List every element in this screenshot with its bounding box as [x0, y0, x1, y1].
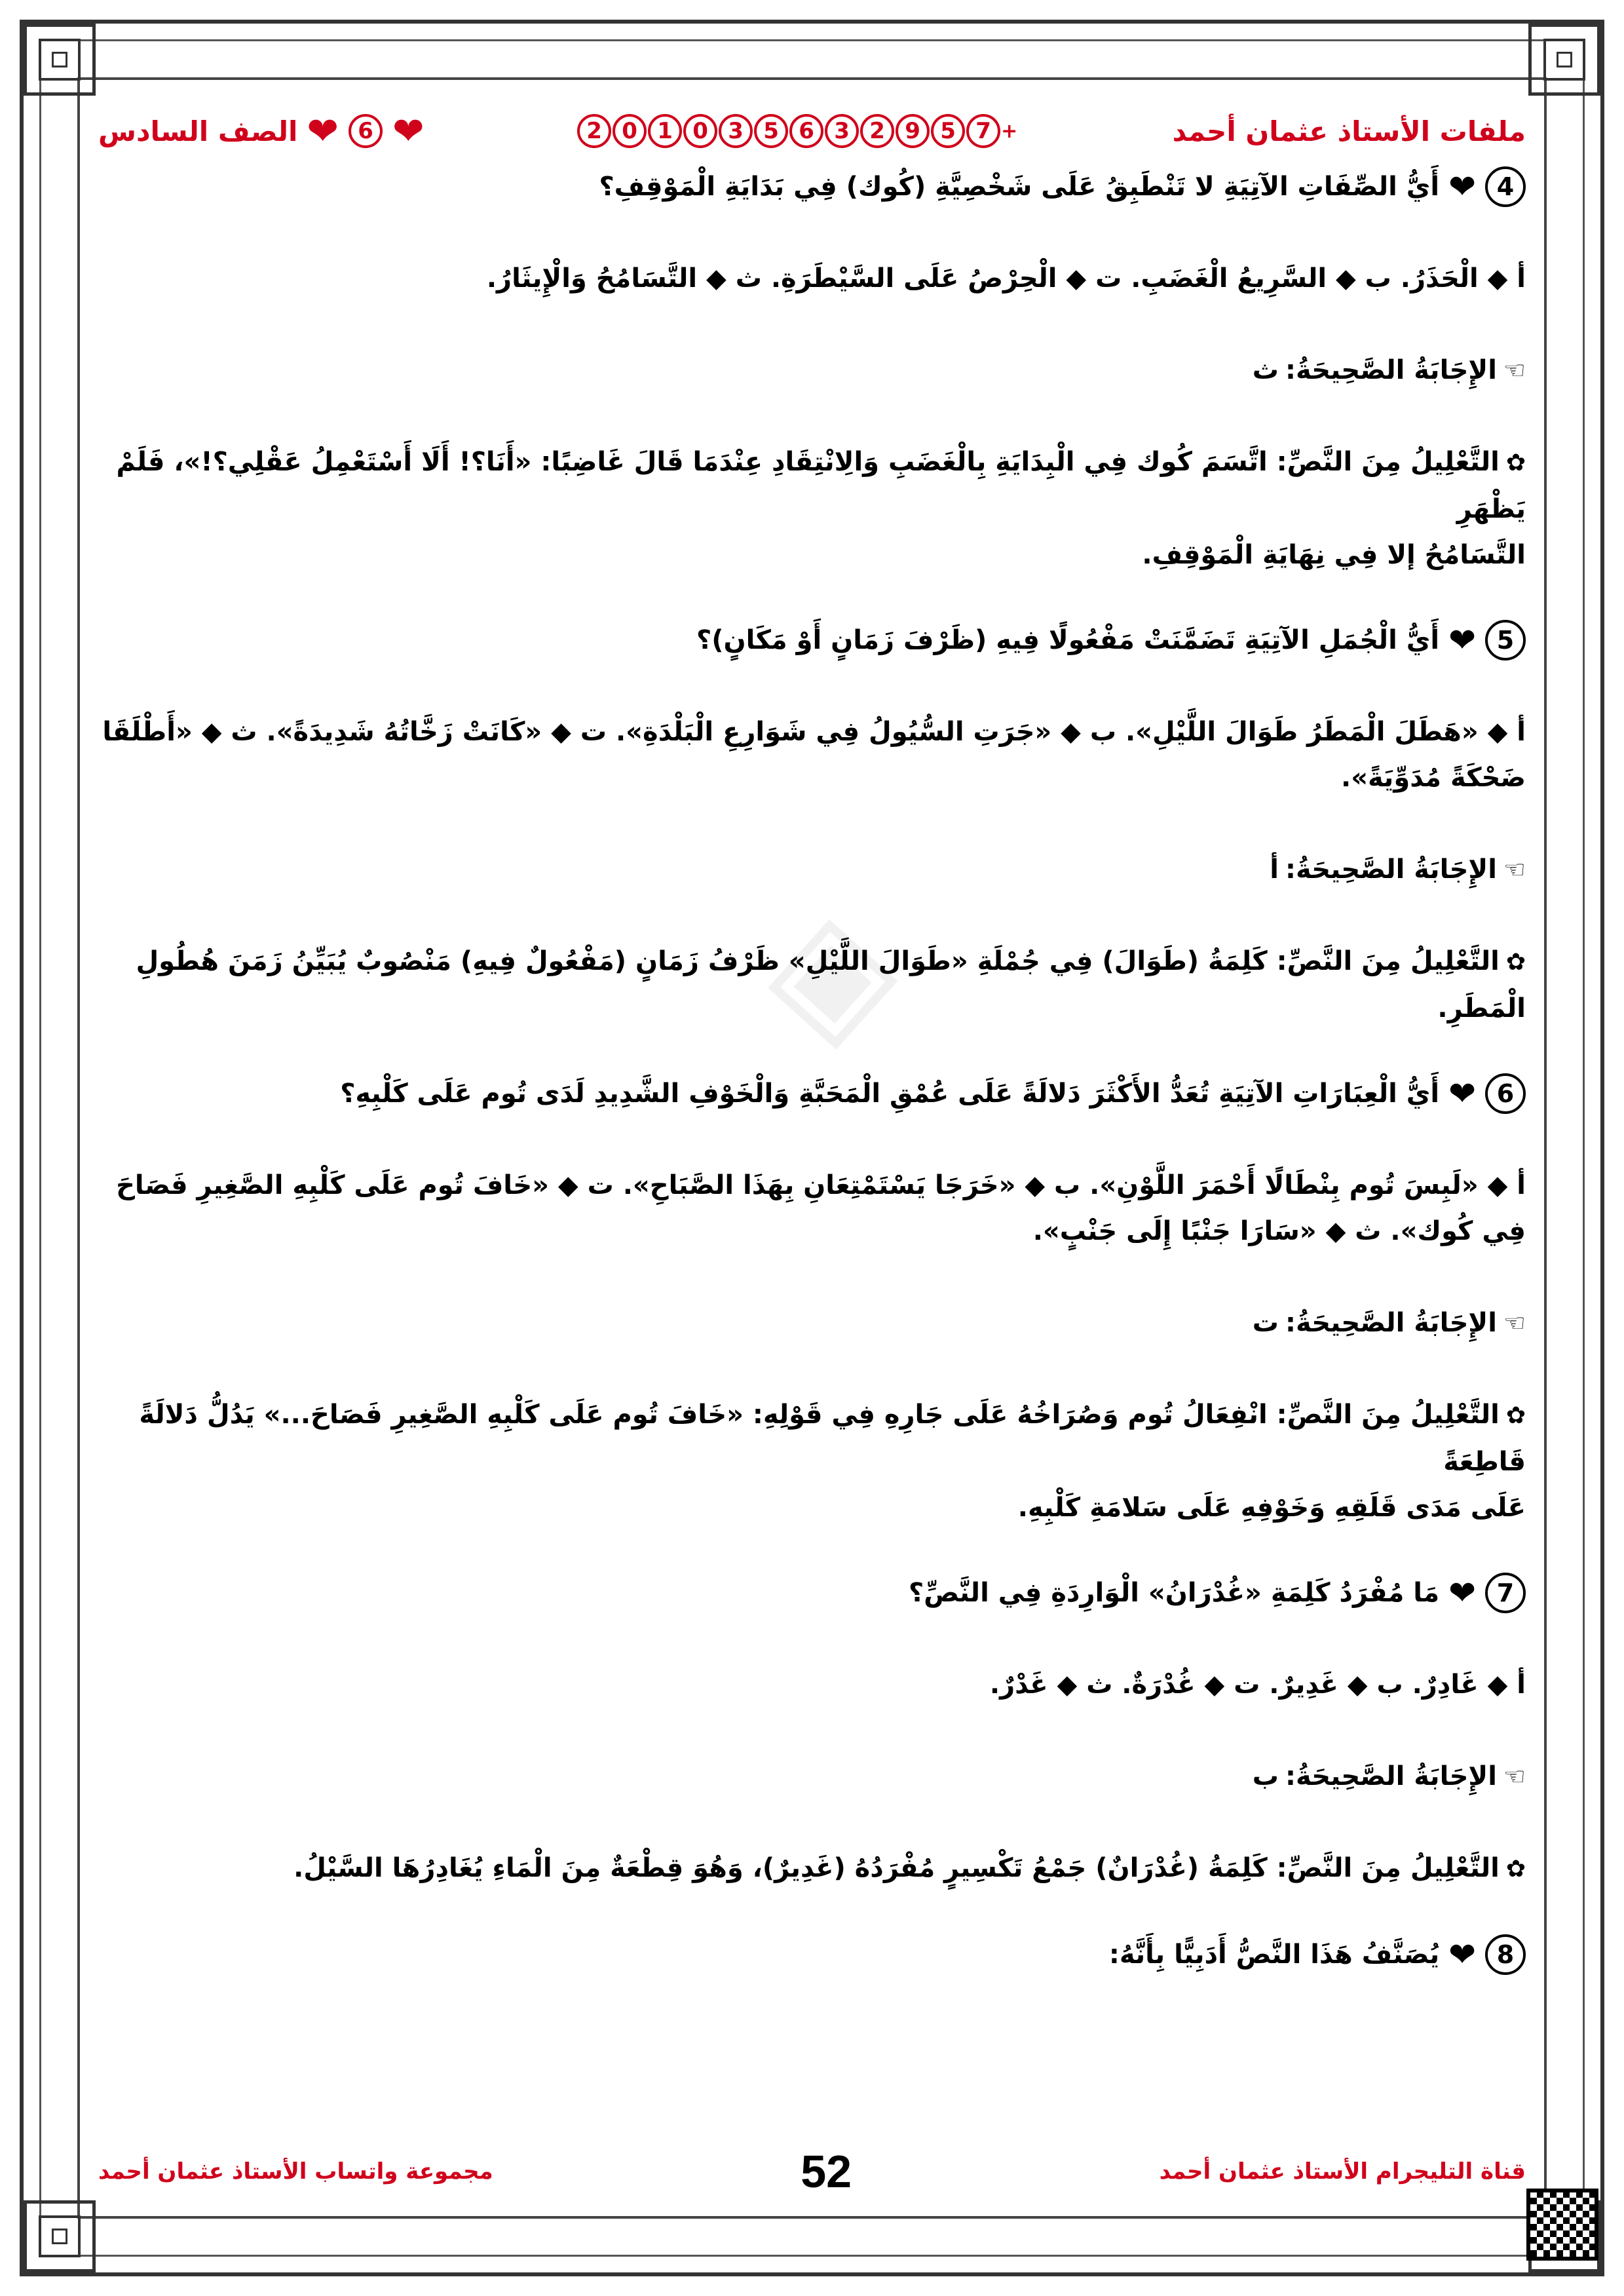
answer-value: ت — [1252, 1308, 1279, 1338]
corner-ornament-top-right — [1528, 24, 1600, 96]
phone-digit: 9 — [896, 114, 930, 148]
heart-icon: ❤ — [1448, 621, 1476, 659]
grade-label: الصف السادس — [98, 115, 298, 147]
question-number: 6 — [1485, 1073, 1526, 1114]
question-4 — [98, 164, 1526, 210]
telegram-channel-label: قناة التليجرام الأستاذ عثمان أحمد — [1159, 2158, 1526, 2185]
page-number: 52 — [801, 2146, 852, 2197]
phone-digit: 2 — [860, 114, 894, 148]
question-6 — [98, 1071, 1526, 1117]
phone-digit: 2 — [577, 114, 611, 148]
answer-line — [98, 1300, 1526, 1346]
phone-plus: + — [1001, 119, 1018, 143]
answer-line — [98, 847, 1526, 892]
options-line: أ ◆ غَادِرٌ. ب ◆ غَدِيرٌ. ت ◆ غُدْرَةٌ. ث ◆ غَدْرٌ. — [989, 1670, 1526, 1700]
explanation — [98, 439, 1526, 532]
explanation — [98, 938, 1526, 1031]
corner-ornament-bottom-left — [24, 2200, 96, 2272]
heart-icon: ❤ — [1448, 1574, 1476, 1612]
phone-digit: 3 — [825, 114, 859, 148]
explanation-continued: عَلَى مَدَى قَلَقِهِ وَخَوْفِهِ عَلَى سَلامَةِ كَلْبِهِ. — [1017, 1493, 1526, 1523]
heart-icon: ❤ — [1448, 1075, 1476, 1113]
explanation-text: التَّعْلِيلُ مِنَ النَّصِّ: اتَّسَمَ كُوك فِي الْبِدَايَةِ بِالْغَضَبِ وَالِانْتِقَادِ عِنْدَمَا قَالَ غَاضِبًا: «أَنَا؟! أَلَا أَسْتَعْمِلُ عَقْلِي؟!»، فَلَمْ يَظْهَرِ — [116, 447, 1526, 524]
answer-value: ب — [1252, 1761, 1279, 1791]
question-text: أَيُّ الْجُمَلِ الآتِيَةِ تَضَمَّنَتْ مَفْعُولًا فِيهِ (ظَرْفَ زَمَانٍ أَوْ مَكَانٍ)؟ — [696, 625, 1440, 655]
answer-label: الإِجَابَةُ الصَّحِيحَةُ: — [1285, 854, 1497, 885]
answer-label: الإِجَابَةُ الصَّحِيحَةُ: — [1285, 1761, 1497, 1791]
question-text: أَيُّ الْعِبَارَاتِ الآتِيَةِ تُعَدُّ الأَكْثَرَ دَلالَةً عَلَى عُمْقِ الْمَحَبَّةِ وَالْخَوْفِ الشَّدِيدِ لَدَى تُوم عَلَى كَلْبِهِ؟ — [340, 1079, 1440, 1109]
answer-value: أ — [1270, 854, 1279, 885]
phone-digit: 5 — [754, 114, 788, 148]
grade-label-group — [98, 109, 425, 153]
whatsapp-group-label: مجموعة واتساب الأستاذ عثمان أحمد — [98, 2158, 493, 2185]
options-line: أ ◆ الْحَذَرُ. ب ◆ السَّرِيعُ الْغَضَبِ. ت ◆ الْحِرْصُ عَلَى السَّيْطَرَةِ. ث ◆ التَّسَامُحُ وَالْإِيثَارُ. — [486, 263, 1526, 294]
flower-icon: ✿ — [1505, 450, 1526, 476]
question-number: 4 — [1485, 166, 1526, 207]
phone-digit: 6 — [789, 114, 823, 148]
flower-icon: ✿ — [1505, 1856, 1526, 1883]
question-number: 5 — [1485, 620, 1526, 660]
explanation — [98, 1845, 1526, 1892]
phone-digit: 0 — [683, 114, 717, 148]
heart-icon: ❤ — [1448, 1936, 1476, 1974]
options-line-continued: ضَحْكَةً مُدَوِّيَةً». — [1341, 763, 1526, 793]
pointing-hand-icon: ☜ — [1503, 356, 1526, 385]
answer-line — [98, 1753, 1526, 1799]
flower-icon: ✿ — [1505, 949, 1526, 976]
question-8 — [98, 1932, 1526, 1978]
phone-number — [576, 114, 1020, 148]
answer-label: الإِجَابَةُ الصَّحِيحَةُ: — [1285, 1308, 1497, 1338]
options-line-continued: فِي كُوك». ث ◆ «سَارَا جَنْبًا إِلَى جَنْبٍ». — [1032, 1216, 1526, 1246]
phone-digit: 0 — [613, 114, 647, 148]
question-number: 8 — [1485, 1934, 1526, 1975]
phone-digit: 3 — [719, 114, 753, 148]
answer-line — [98, 347, 1526, 393]
explanation-text: التَّعْلِيلُ مِنَ النَّصِّ: كَلِمَةُ (غُدْرَانٌ) جَمْعُ تَكْسِيرٍ مُفْرَدُهُ (غَدِيرٌ)، وَهُوَ قِطْعَةٌ مِنَ الْمَاءِ يُغَادِرُهَا السَّيْلُ. — [293, 1853, 1500, 1883]
corner-ornament-top-left — [24, 24, 96, 96]
grade-number: 6 — [349, 114, 383, 148]
watermark-logo: ◈ — [761, 866, 903, 1073]
phone-digit: 1 — [648, 114, 682, 148]
question-5 — [98, 617, 1526, 663]
qr-code-icon — [1526, 2189, 1598, 2261]
phone-digit: 7 — [966, 114, 1000, 148]
question-text: يُصَنَّفُ هَذَا النَّصُّ أَدَبِيًّا بِأَنَّهُ: — [1108, 1940, 1440, 1970]
question-text: أَيُّ الصِّفَاتِ الآتِيَةِ لا تَنْطَبِقُ عَلَى شَخْصِيَّةِ (كُوك) فِي بَدَايَةِ الْمَوْقِفِ؟ — [599, 172, 1440, 202]
phone-digit: 5 — [931, 114, 965, 148]
question-7 — [98, 1570, 1526, 1616]
question-number: 7 — [1485, 1573, 1526, 1613]
flower-icon: ✿ — [1505, 1402, 1526, 1429]
pointing-hand-icon: ☜ — [1503, 1309, 1526, 1337]
page-footer — [98, 2145, 1526, 2198]
pointing-hand-icon: ☜ — [1503, 1762, 1526, 1791]
header-title: ملفات الأستاذ عثمان أحمد — [1172, 115, 1526, 147]
explanation-continued: التَّسَامُحُ إلا فِي نِهَايَةِ الْمَوْقِفِ. — [1142, 540, 1526, 570]
page-header — [98, 98, 1526, 164]
options-line: أ ◆ «لَبِسَ تُوم بِنْطَالًا أَحْمَرَ اللَّوْنِ». ب ◆ «خَرَجَا يَسْتَمْتِعَانِ بِهَذَا الصَّبَاحِ». ت ◆ «خَافَ تُوم عَلَى كَلْبِهِ الصَّغِيرِ فَصَاحَ — [116, 1170, 1526, 1200]
answer-value: ث — [1252, 355, 1279, 385]
questions-content — [98, 164, 1526, 1978]
explanation-text: التَّعْلِيلُ مِنَ النَّصِّ: انْفِعَالُ تُوم وَصُرَاخُهُ عَلَى جَارِهِ فِي قَوْلِهِ: «خَافَ تُوم عَلَى كَلْبِهِ الصَّغِيرِ فَصَاحَ...» يَدُلُّ دَلالَةً قَاطِعَةً — [139, 1400, 1526, 1477]
explanation — [98, 1392, 1526, 1485]
pointing-hand-icon: ☜ — [1503, 855, 1526, 884]
heart-icon: ❤ — [1448, 168, 1476, 206]
options-line: أ ◆ «هَطَلَ الْمَطَرُ طَوَالَ اللَّيْلِ». ب ◆ «جَرَتِ السُّيُولُ فِي شَوَارِعِ الْبَلْدَةِ». ت ◆ «كَانَتْ زَخَّاتُهُ شَدِيدَةً». ث ◆ «أَطْلَقَا — [102, 717, 1526, 747]
heart-icon: ❤ — [392, 109, 425, 153]
question-text: مَا مُفْرَدُ كَلِمَةِ «غُدْرَانُ» الْوَارِدَةِ فِي النَّصِّ؟ — [908, 1578, 1440, 1608]
answer-label: الإِجَابَةُ الصَّحِيحَةُ: — [1285, 355, 1497, 385]
explanation-text: التَّعْلِيلُ مِنَ النَّصِّ: كَلِمَةُ (طَوَالَ) فِي جُمْلَةِ «طَوَالَ اللَّيْلِ» ظَرْفُ زَمَانٍ (مَفْعُولٌ فِيهِ) مَنْصُوبٌ يُبَيِّنُ زَمَنَ هُطُولِ الْمَطَرِ. — [136, 946, 1526, 1024]
heart-icon: ❤ — [307, 109, 339, 153]
